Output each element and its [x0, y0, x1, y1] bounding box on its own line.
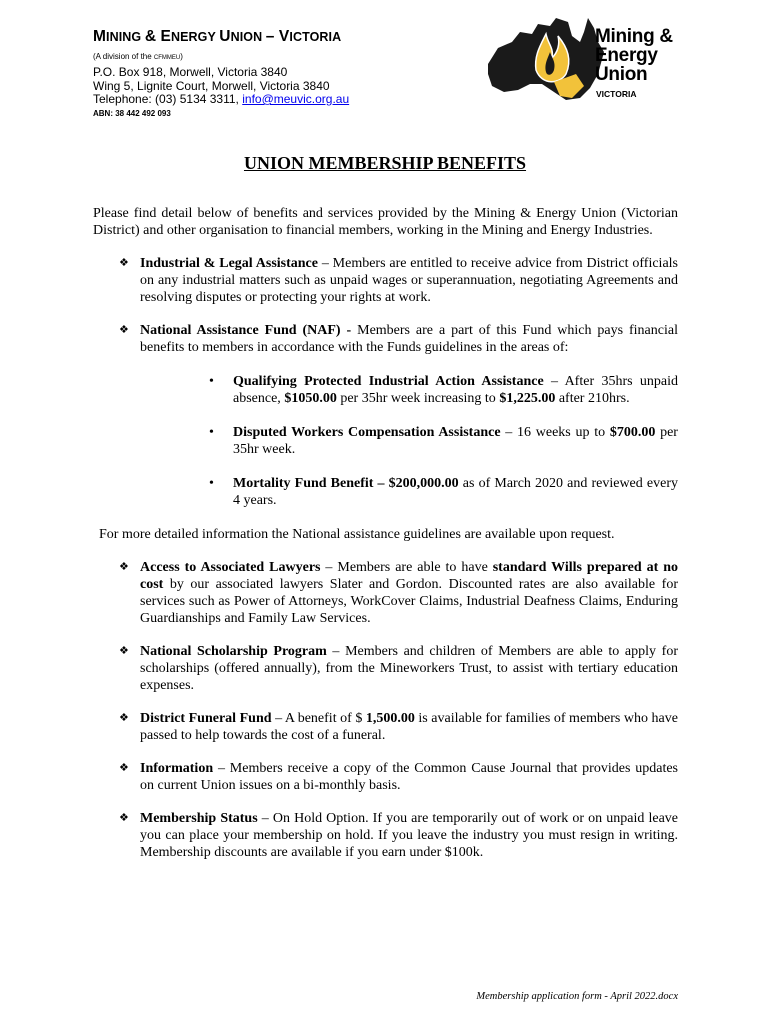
division-line: (A division of the CFMMEU) [93, 52, 183, 61]
email-link[interactable]: info@meuvic.org.au [242, 92, 350, 106]
diamond-bullet-icon: ❖ [119, 712, 129, 724]
naf-note: For more detailed information the National assistance guidelines are available upon request. [99, 527, 615, 542]
benefit-item: ❖ National Assistance Fund (NAF) - Members are a part of this Fund which pays financial benefits to members in accordance with the Funds guidelines in the areas of: • Qualifying Protected Industrial Action Assistance – After 35hrs unpaid absence, $1050.00 per 35hr week increasing to $1,225.00 after 210hrs. • Disputed Workers Compensation Assistance – 16 weeks up to $700.00 per 35hr week. • Mortality Fund Benefit – $200,000.00 as of March 2020 and reviewed every 4 years. [119, 323, 679, 508]
logo-subtitle: VICTORIA [596, 89, 637, 99]
bullet-dot-icon: • [209, 374, 214, 389]
naf-list [140, 373, 678, 509]
abn: ABN: 38 442 492 093 [93, 108, 171, 118]
benefit-item: ❖ Membership Status – On Hold Option. If you are temporarily out of work or on unpaid leave you can place your membership on hold. If you leave the industry you must resign in writing. Membership discounts are available if you earn under $100k. [119, 811, 678, 860]
benefit-item: ❖ Industrial & Legal Assistance – Members are entitled to receive advice from District officials on any industrial matters such as unpaid wages or superannuation, negotiating Agreements and resolving disputes or protecting your rights at work. [119, 256, 678, 305]
diamond-bullet-icon: ❖ [119, 762, 129, 774]
naf-list-item: • Qualifying Protected Industrial Action Assistance – After 35hrs unpaid absence, $1050.00 per 35hr week increasing to $1,225.00 after 210hrs. [209, 374, 679, 406]
benefit-item: ❖ Information – Members receive a copy of the Common Cause Journal that provides updates on current Union issues on a bi-monthly basis. [119, 761, 678, 793]
org-name: MINING & ENERGY UNION – VICTORIA [93, 28, 342, 45]
benefit-item: ❖ National Scholarship Program – Members and children of Members are able to apply for scholarships (offered annually), from the Mineworkers Trust, to assist with tertiary education expenses. [119, 644, 678, 693]
naf-list-item: • Mortality Fund Benefit – $200,000.00 as of March 2020 and reviewed every 4 years. [209, 476, 678, 508]
intro-paragraph: Please find detail below of benefits and services provided by the Mining & Energy Union (Victorian District) and other organisation to financial members, working in the Mining and Energy Industries. [93, 206, 678, 238]
diamond-bullet-icon: ❖ [119, 324, 129, 336]
page-title: UNION MEMBERSHIP BENEFITS [243, 153, 527, 173]
letterhead [93, 28, 433, 118]
document-footer: Membership application form - April 2022.docx [476, 991, 678, 1002]
benefit-item: ❖ District Funeral Fund – A benefit of $ 1,500.00 is available for families of members who have passed to help towards the cost of a funeral. [119, 711, 678, 743]
bullet-dot-icon: • [209, 476, 214, 491]
logo-wordmark: Mining & Energy Union [595, 26, 673, 85]
diamond-bullet-icon: ❖ [119, 561, 129, 573]
street-address: Wing 5, Lignite Court, Morwell, Victoria 3840 [93, 78, 330, 93]
diamond-bullet-icon: ❖ [119, 645, 129, 657]
diamond-bullet-icon: ❖ [119, 812, 129, 824]
postal-address: P.O. Box 918, Morwell, Victoria 3840 [93, 65, 288, 79]
telephone-line: Telephone: (03) 5134 3311, info@meuvic.org.au [93, 92, 350, 106]
naf-list-item: • Disputed Workers Compensation Assistance – 16 weeks up to $700.00 per 35hr week. [209, 425, 678, 457]
document-body [93, 205, 678, 877]
diamond-bullet-icon: ❖ [119, 257, 129, 269]
bullet-dot-icon: • [209, 425, 214, 440]
benefit-item: ❖ Access to Associated Lawyers – Members are able to have standard Wills prepared at no cost by our associated lawyers Slater and Gordon. Discounted rates are also available for services such as Power of Attorneys, WorkCover Claims, Industrial Deafness Claims, Enduring Guardianships and Family Law Services. [119, 560, 678, 626]
